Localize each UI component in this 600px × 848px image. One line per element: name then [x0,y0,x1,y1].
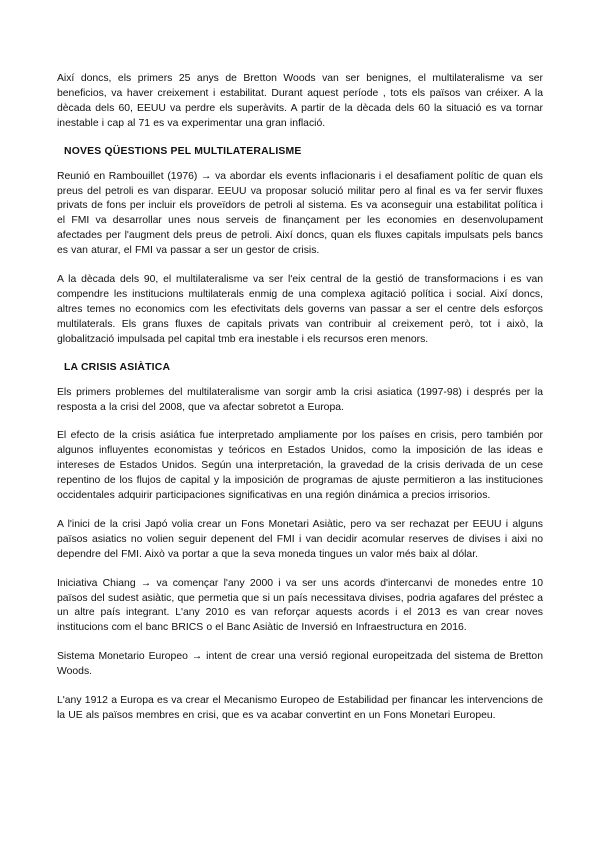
paragraph-decada-90: A la dècada dels 90, el multilateralisme va ser l'eix central de la gestió de transformacions i es van compendre les institucions multilaterals enmig de una complexa agitació política i social. Així doncs, altres temes no economics com les efectivitats dels governs van passar a ser el centre dels esforços multilaterals. Els grans fluxes de capitals privats van contribuir al creixement però, tot i això, la globalització impulsada pel capital tmb era inestable i els recursos eren menors. [57,274,543,345]
intro-paragraph: Així doncs, els primers 25 anys de Bretton Woods van ser benignes, el multilateralisme va ser beneficios, va haver creixement i estabilitat. Durant aquest període , tots els països van créixer. A la dècada dels 60, EEUU va perdre els superàvits. A partir de la dècada dels 60 la situació es va tornar inestable i cap al 71 es va experimentar una gran inflació. [57,73,543,129]
paragraph-primers-problemes: Els primers problemes del multilateralisme van sorgir amb la crisi asiatica (1997-98) i després per la resposta a la crisi del 2008, que va afectar sobretot a Europa. [57,386,543,413]
paragraph-sistema-monetario-europeo: Sistema Monetario Europeo → intent de crear una versió regional europeitzada del sistema de Bretton Woods. [57,651,543,678]
paragraph-efecto-crisis: El efecto de la crisis asiática fue interpretado ampliamente por los países en crisis, pero también por algunos influyentes economistas y teóricos en Estados Unidos, como la imposición de las ideas e intereses de Estados Unidos. Según una interpretación, la gravedad de la crisis derivada de un cese repentino de los flujos de capital y la imposición de programas de ajuste permitieron a las instituciones occidentales adquirir participaciones significativas en una región dinámica a precios irrisorios. [57,430,543,502]
paragraph-mecanismo-estabilidad: L'any 1912 a Europa es va crear el Mecanismo Europeo de Estabilidad per financar les intervencions de la UE als països membres en crisi, que es va acabar convertint en un Fons Monetari Europeu. [57,695,543,721]
document-page [57,72,543,724]
paragraph-rambouillet: Reunió en Rambouillet (1976) → va abordar els events inflacionaris i el desafiament polític de quan els preus del petroli es van disparar. EEUU va proposar solució militar pero al final es va fer servir fluxes privats de fons per incluir els proveïdors de petroli al sistema. Es va aconseguir una estabilitat política i el FMI va desarrollar unes nous serveis de finançament per les economies en desenvolupament afectades per l'augment dels preus de petroli. Així doncs, quan els fluxes capitals impulsats pels bancs es van aturar, el FMI va passar a ser un gestor de crisis. [57,170,543,257]
section-heading-crisis-asiatica: LA CRISIS ASIÀTICA [64,361,171,373]
paragraph-fons-monetari-asiatic: A l'inici de la crisi Japó volia crear un Fons Monetari Asiàtic, pero va ser rechazat per EEUU i alguns països asiatics no volien seguir depenent del FMI i van decidir acomular reserves de divises i aixi no dependre del FMI. Això va portar a que la seva moneda tingues un valor més baix al dólar. [57,518,543,560]
paragraph-iniciativa-chiang: Iniciativa Chiang → va començar l'any 2000 i va ser uns acords d'intercanvi de monedes entre 10 països del sudest asiàtic, que permetia que si un país necessitava divises, podria agafares del préstec a un altre país integrant. L'any 2010 es van reforçar aquests acords i el 2013 es van crear noves institucions com el banc BRICS o el Banc Asiàtic de Inversió en Infraestructura en 2016. [57,577,543,634]
section-heading-noves-questions: NOVES QÜESTIONS PEL MULTILATERALISME [64,145,302,157]
